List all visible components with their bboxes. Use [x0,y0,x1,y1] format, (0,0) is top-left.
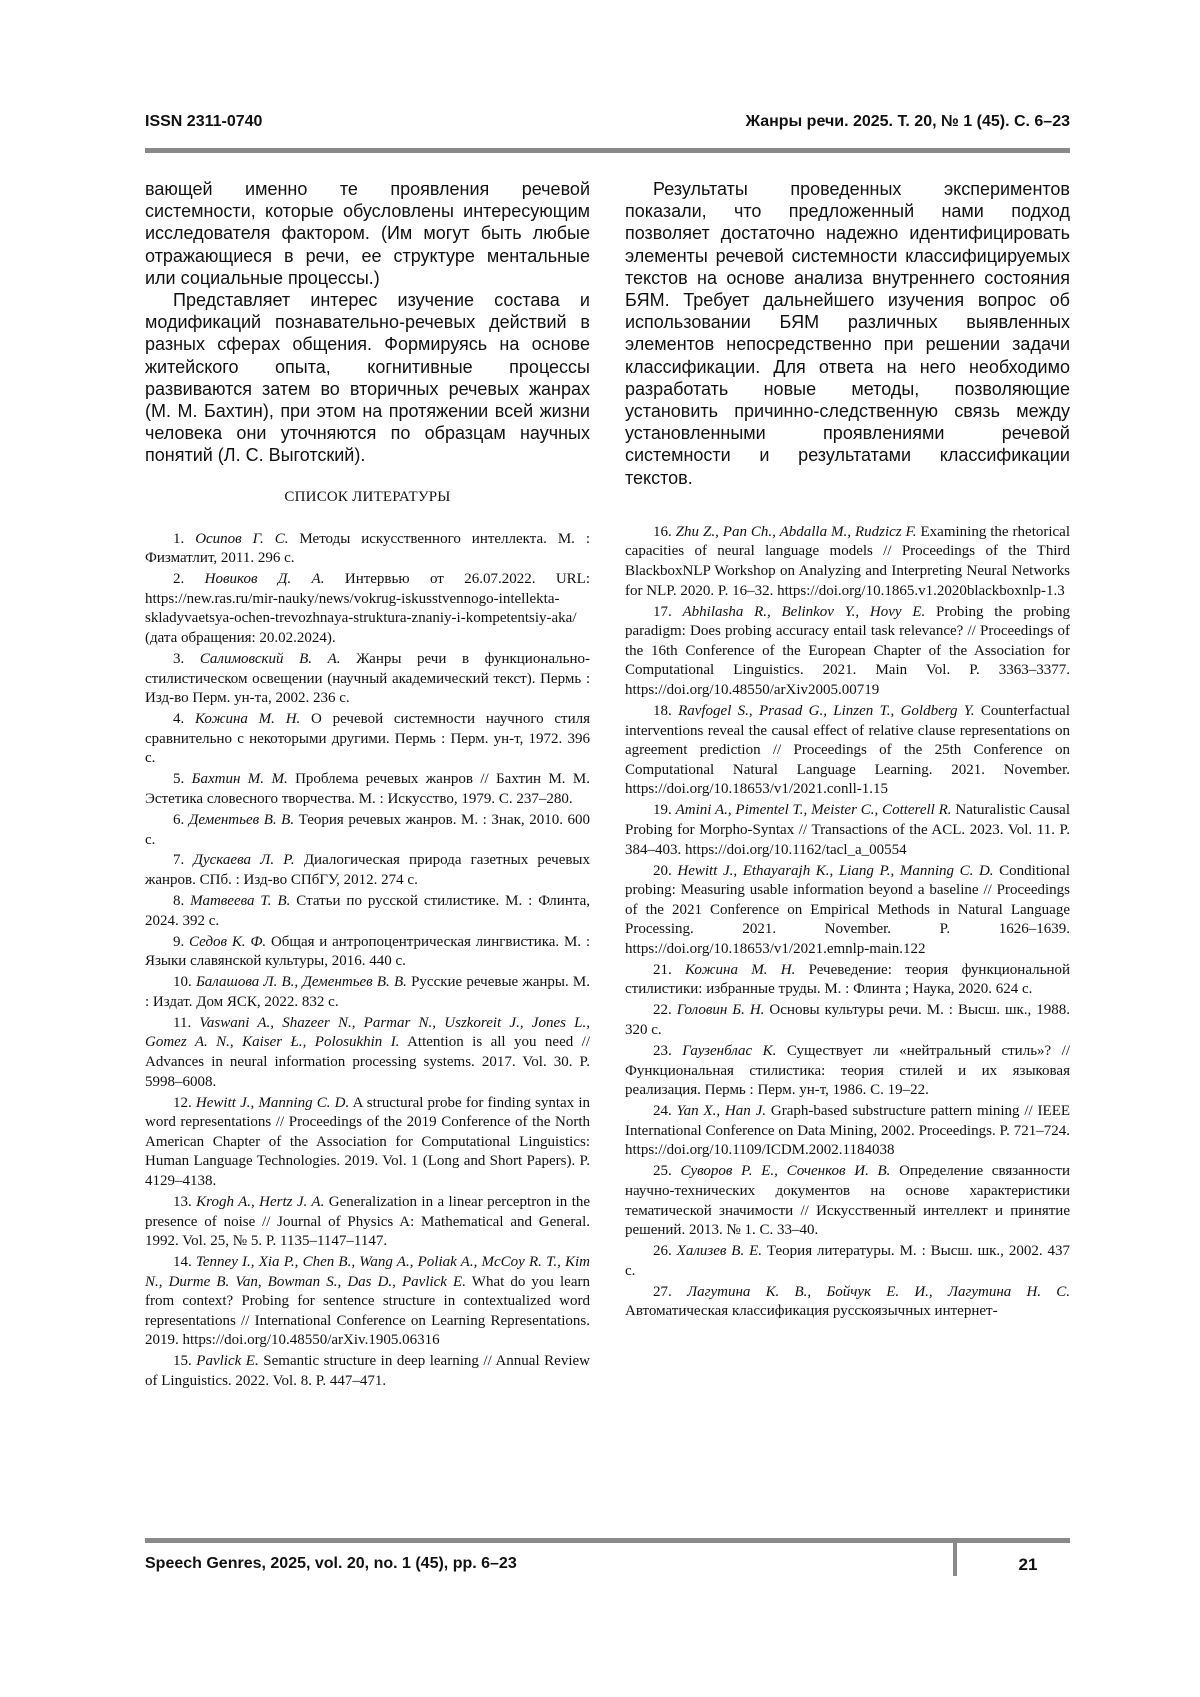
reference-item [145,770,590,809]
reference-authors: Abhilasha R., Belinkov Y., Hovy E. [683,604,926,620]
reference-text: A structural probe for finding syntax in word representations // Proceedings of the 2019 Conference of the North American Chapter of the Association for Computational Linguistics: Human Language Technologies. 2019. Vol. 1 (Long and Short Papers). P. 4129–4138. [145,1095,590,1189]
reference-text: Общая и антропоцентрическая лингвистика. М. : Языки славянской культуры, 2016. 440 с. [145,934,590,970]
reference-number: 10. [173,974,192,990]
reference-text: Graph-based substructure pattern mining // IEEE International Conference on Data Mining, 2002. Proceedings. P. 721–724. https://doi.org/10.1109/ICDM.2002.1184038 [625,1103,1070,1158]
reference-item [145,1193,590,1252]
references-list-left [145,530,590,1392]
body-paragraph: вающей именно те проявления речевой системности, которые обусловлены интересующим исследователя фактором. (Им могут быть любые отражающиеся в речи, ее структуре ментальные или социальные процессы.) [145,178,590,289]
reference-text: Речеведение: теория функциональной стилистики: избранные труды. М. : Флинта ; Наука, 2020. 624 с. [625,962,1070,998]
reference-number: 15. [173,1353,192,1369]
reference-authors: Дускаева Л. Р. [193,852,294,868]
reference-item [145,710,590,769]
reference-authors: Матвеева Т. В. [190,893,290,909]
reference-text: Examining the rhetorical capacities of neural language models // Proceedings of the Third BlackboxNLP Workshop on Analyzing and Interpreting Neural Networks for NLP. 2020. P. 16–32. https://doi.org/10.1865.v1.2020blackboxnlp-1.3 [625,524,1070,599]
reference-item [145,851,590,890]
reference-text: Counterfactual interventions reveal the causal effect of relative clause representations on agreement prediction // Proceedings of the 25th Conference on Computational Natural Language Learning. 2021. November. https://doi.org/10.18653/v1/2021.conll-1.15 [625,703,1070,797]
reference-item [625,1042,1070,1101]
reference-number: 17. [653,604,672,620]
reference-item [145,811,590,850]
reference-number: 20. [653,863,672,879]
reference-number: 12. [173,1095,192,1111]
reference-item [145,530,590,569]
reference-number: 3. [173,651,184,667]
reference-number: 22. [653,1002,672,1018]
reference-authors: Amini A., Pimentel T., Meister C., Cotterell R. [676,802,952,818]
reference-text: Attention is all you need // Advances in neural information processing systems. 2017. Vol. 30. P. 5998–6008. [145,1034,590,1089]
reference-authors: Суворов Р. Е., Соченков И. В. [680,1163,890,1179]
reference-text: Диалогическая природа газетных речевых жанров. СПб. : Изд-во СПбГУ, 2012. 274 с. [145,852,590,888]
reference-authors: Hewitt J., Ethayarajh K., Liang P., Manning C. D. [677,863,993,879]
reference-text: Semantic structure in deep learning // Annual Review of Linguistics. 2022. Vol. 8. P. 447–471. [145,1353,590,1389]
english-citation: Speech Genres, 2025, vol. 20, no. 1 (45), pp. 6–23 [145,1555,517,1573]
reference-number: 26. [653,1243,672,1259]
reference-text: Теория речевых жанров. М. : Знак, 2010. 600 с. [145,812,590,848]
reference-authors: Hewitt J., Manning C. D. [196,1095,349,1111]
reference-text: Generalization in a linear perceptron in the presence of noise // Journal of Physics A: Mathematical and General. 1992. Vol. 25, № 5. P. 1135–1147–1147. [145,1194,590,1249]
reference-text: Методы искусственного интеллекта. М. : Физматлит, 2011. 296 с. [145,531,590,567]
reference-authors: Krogh A., Hertz J. A. [196,1194,324,1210]
reference-authors: Кожина М. Н. [685,962,795,978]
references-heading: СПИСОК ЛИТЕРАТУРЫ [145,489,590,506]
reference-authors: Кожина М. Н. [195,711,300,727]
reference-text: Probing the probing paradigm: Does probing accuracy entail task relevance? // Proceedings of the 16th Conference of the European Chapter of the Association for Computational Linguistics. 2021. Main Vol. P. 3363–3377. https://doi.org/10.48550/arXiv2005.00719 [625,604,1070,698]
reference-number: 4. [173,711,184,727]
reference-text: Проблема речевых жанров // Бахтин М. М. Эстетика словесного творчества. М. : Искусство, 1979. С. 237–280. [145,771,590,807]
reference-authors: Гаузенблас К. [682,1043,776,1059]
reference-text: Существует ли «нейтральный стиль»? // Функциональная стилистика: теория стилей и их языковая реализация. Пермь : Перм. ун-т, 1986. С. 19–22. [625,1043,1070,1098]
reference-item [625,1242,1070,1281]
reference-text: Определение связанности научно-технических документов на основе характеристики тематической значимости // Искусственный интеллект и принятие решений. 2013. № 1. С. 33–40. [625,1163,1070,1238]
reference-authors: Zhu Z., Pan Ch., Abdalla M., Rudzicz F. [676,524,917,540]
reference-item [625,801,1070,860]
running-header [145,113,1070,137]
reference-number: 16. [653,524,672,540]
reference-item [625,961,1070,1000]
reference-item [145,892,590,931]
reference-item [625,702,1070,800]
reference-number: 23. [653,1043,672,1059]
reference-authors: Балашова Л. В., Дементьев В. В. [196,974,407,990]
reference-item [145,933,590,972]
reference-item [145,1014,590,1092]
reference-number: 9. [173,934,184,950]
reference-number: 8. [173,893,184,909]
reference-number: 1. [173,531,184,547]
reference-item [145,1094,590,1192]
reference-item [625,1102,1070,1161]
reference-number: 13. [173,1194,192,1210]
reference-number: 24. [653,1103,672,1119]
reference-text: What do you learn from context? Probing for sentence structure in contextualized word representations // International Conference on Learning Representations. 2019. https://doi.org/10.48550/arXiv.1905.06316 [145,1274,590,1349]
reference-authors: Новиков Д. А. [205,571,325,587]
reference-text: Naturalistic Causal Probing for Morpho-Syntax // Transactions of the ACL. 2023. Vol. 11. P. 384–403. https://doi.org/10.1162/tacl_a_00554 [625,802,1070,857]
reference-number: 21. [653,962,672,978]
reference-text: О речевой системности научного стиля сравнительно с некоторыми другими. Пермь : Перм. ун-т, 1972. 396 с. [145,711,590,766]
reference-text: Основы культуры речи. М. : Высш. шк., 1988. 320 с. [625,1002,1070,1038]
reference-text: Русские речевые жанры. М. : Издат. Дом ЯСК, 2022. 832 с. [145,974,590,1010]
reference-authors: Vaswani A., Shazeer N., Parmar N., Uszkoreit J., Jones L., Gomez A. N., Kaiser Ł., Polosukhin I. [145,1015,590,1051]
reference-item [145,650,590,709]
reference-item [145,1352,590,1391]
reference-number: 25. [653,1163,672,1179]
references-list-right [625,523,1070,1322]
reference-authors: Лагутина К. В., Бойчук Е. И., Лагутина Н. С. [687,1284,1070,1300]
reference-item [625,1283,1070,1322]
reference-number: 27. [653,1284,672,1300]
reference-number: 14. [173,1254,192,1270]
reference-number: 7. [173,852,184,868]
body-paragraph: Результаты проведенных экспериментов показали, что предложенный нами подход позволяет достаточно надежно идентифицировать элементы речевой системности классифицируемых текстов на основе анализа внутреннего состояния БЯМ. Требует дальнейшего изучения вопрос об использовании БЯМ различных выявленных элементов непосредственно при решении задачи классификации. Для ответа на него необходимо разработать новые методы, позволяющие установить причинно-следственную связь между установленными проявлениями речевой системности и результатами классификации текстов. [625,178,1070,489]
issn-label: ISSN 2311-0740 [145,113,262,131]
reference-authors: Седов К. Ф. [189,934,266,950]
journal-page [0,0,1200,1697]
reference-text: Статьи по русской стилистике. М. : Флинта, 2024. 392 с. [145,893,590,929]
reference-item [625,862,1070,960]
reference-text: Теория литературы. М. : Высш. шк., 2002. 437 с. [625,1243,1070,1279]
body-paragraph: Представляет интерес изучение состава и модификаций познавательно-речевых действий в разных сферах общения. Формируясь на основе житейского опыта, когнитивные процессы развиваются затем во вторичных речевых жанрах (М. М. Бахтин), при этом на протяжении всей жизни человека они уточняются по образцам научных понятий (Л. С. Выготский). [145,289,590,467]
reference-text: Автоматическая классификация русскоязычных интернет- [625,1303,998,1319]
left-column [145,178,590,1393]
reference-authors: Tenney I., Xia P., Chen B., Wang A., Poliak A., McCoy R. T., Kim N., Durme B. Van, Bowman S., Das D., Pavlick E. [145,1254,590,1290]
reference-text: Conditional probing: Measuring usable information beyond a baseline // Proceedings of the 2021 Conference on Empirical Methods in Natural Language Processing. 2021. November. P. 1626–1639. https://doi.org/10.18653/v1/2021.emnlp-main.122 [625,863,1070,957]
page-number: 21 [998,1555,1058,1575]
reference-authors: Головин Б. Н. [677,1002,765,1018]
reference-number: 2. [173,571,184,587]
reference-text: Интервью от 26.07.2022. URL: https://new.ras.ru/mir-nauky/news/vokrug-iskusstvennogo-intellekta-skladyvaetsya-ochen-trevozhnaya-struktura-znaniy-i-kompetentsiy-aka/ (дата обращения: 20.02.2024). [145,571,590,646]
reference-item [625,1162,1070,1240]
reference-authors: Салимовский В. А. [200,651,341,667]
right-column [625,178,1070,1323]
reference-text: Жанры речи в функционально-стилистическом освещении (научный академический текст). Пермь : Изд-во Перм. ун-та, 2002. 236 с. [145,651,590,706]
reference-number: 5. [173,771,184,787]
reference-authors: Бахтин М. М. [192,771,288,787]
reference-item [145,973,590,1012]
reference-authors: Хализев В. Е. [677,1243,762,1259]
reference-item [145,570,590,648]
reference-authors: Yan X., Han J. [677,1103,766,1119]
reference-number: 19. [653,802,672,818]
reference-authors: Pavlick E. [196,1353,258,1369]
footer-rule [145,1538,1070,1543]
reference-item [625,1001,1070,1040]
reference-authors: Осипов Г. С. [195,531,288,547]
running-footer [145,1555,1070,1579]
reference-item [625,523,1070,601]
reference-number: 18. [653,703,672,719]
reference-item [145,1253,590,1351]
reference-authors: Дементьев В. В. [189,812,294,828]
reference-number: 6. [173,812,184,828]
reference-number: 11. [173,1015,191,1031]
journal-citation-header: Жанры речи. 2025. Т. 20, № 1 (45). С. 6–23 [746,113,1070,131]
header-rule [145,148,1070,153]
reference-item [625,603,1070,701]
reference-authors: Ravfogel S., Prasad G., Linzen T., Goldberg Y. [678,703,975,719]
